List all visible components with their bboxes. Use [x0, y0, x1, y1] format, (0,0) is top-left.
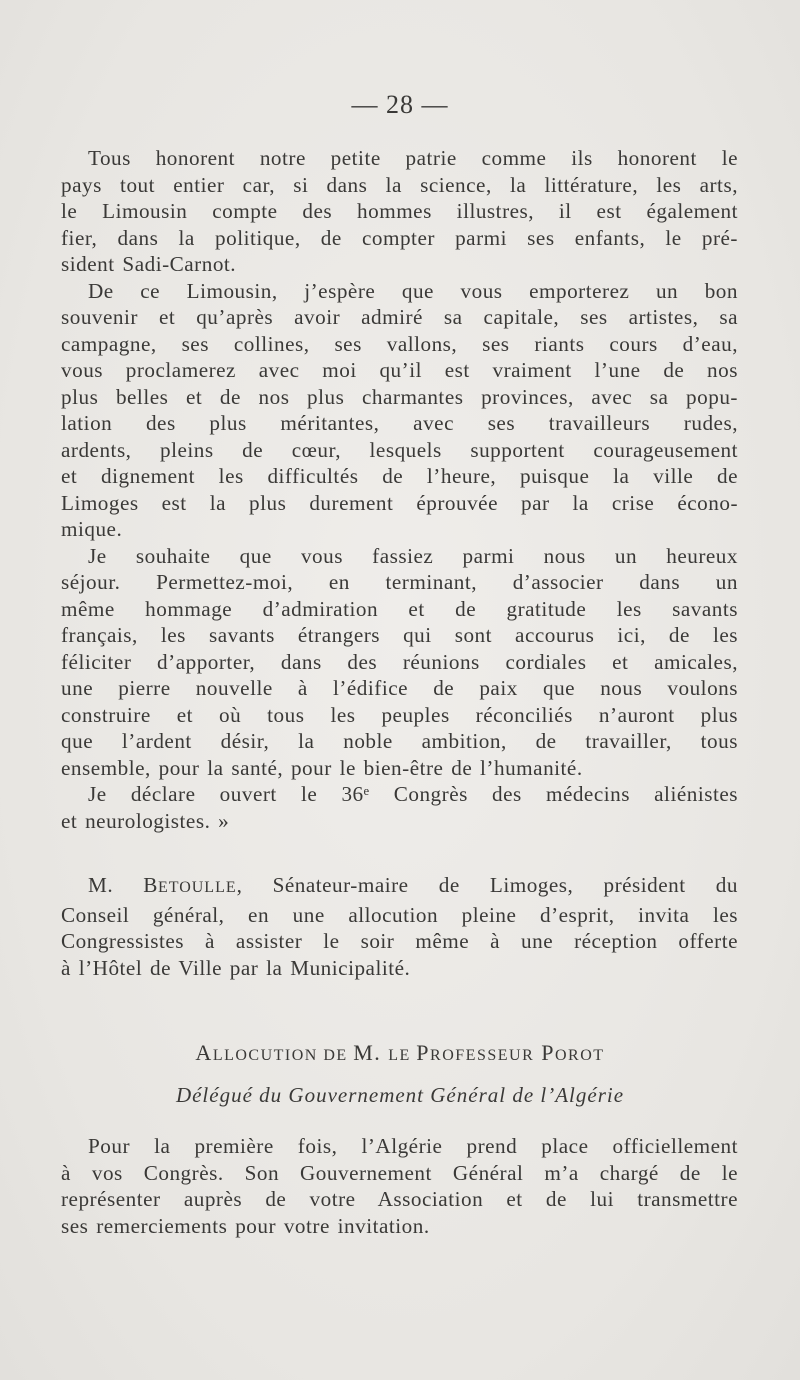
text-line: Je déclare ouvert le 36ᵉ Congrès des médecins aliénistes: [88, 782, 738, 806]
text-line: Congressistes à assister le soir même à une réception offerte: [61, 929, 738, 953]
paragraph: [61, 278, 738, 543]
text-line: fier, dans la politique, de compter parmi ses enfants, le pré-: [61, 225, 738, 250]
text-line: à l’Hôtel de Ville par la Municipalité.: [61, 955, 411, 980]
text-line: ensemble, pour la santé, pour le bien-être de l’humanité.: [61, 755, 583, 780]
speaker-line-rest: , Sénateur-maire de Limoges, président du: [236, 873, 738, 897]
text-line: construire et où tous les peuples réconciliés n’auront plus: [61, 702, 738, 727]
speaker-prefix: M.: [88, 873, 144, 897]
porot-paragraph: [61, 1133, 738, 1239]
text-line: pays tout entier car, si dans la science, la littérature, les arts,: [61, 172, 738, 197]
text-line: Conseil général, en une allocution pleine d’esprit, invita les: [61, 902, 738, 927]
text-line: français, les savants étrangers qui sont accourus ici, de les: [61, 623, 738, 647]
text-line: Je souhaite que vous fassiez parmi nous un heureux: [88, 543, 738, 568]
text-line: même hommage d’admiration et de gratitude les savants: [61, 596, 738, 621]
text-line: ses remerciements pour votre invitation.: [61, 1213, 430, 1238]
text-line: plus belles et de nos plus charmantes provinces, avec sa popu-: [61, 384, 738, 409]
paragraph: [61, 543, 738, 782]
text-line: vous proclamerez avec moi qu’il est vraiment l’une de nos: [61, 358, 738, 382]
section-heading: ALLOCUTION DE M. LE PROFESSEUR POROT: [195, 1040, 605, 1065]
text-line: ardents, pleins de cœur, lesquels supportent courageusement: [61, 437, 738, 462]
text-line: lation des plus méritantes, avec ses travailleurs rudes,: [61, 411, 738, 435]
paragraph: [61, 145, 738, 278]
text-line: le Limousin compte des hommes illustres, il est également: [61, 199, 738, 223]
text-line: [61, 872, 738, 902]
text-line: mique.: [61, 517, 123, 541]
page-number: — 28 —: [351, 90, 449, 119]
text-line: séjour. Permettez-moi, en terminant, d’associer dans un: [61, 570, 738, 594]
text-line: sident Sadi-Carnot.: [61, 252, 237, 276]
speaker-name-initial: B: [143, 873, 158, 897]
text-line: et dignement les difficultés de l’heure, puisque la ville de: [61, 464, 738, 488]
text-line: féliciter d’apporter, dans des réunions cordiales et amicales,: [61, 649, 738, 674]
text-line: et neurologistes. »: [61, 808, 230, 833]
betoulle-paragraph: [61, 872, 738, 981]
speaker-name-rest: ETOULLE: [157, 879, 237, 896]
paragraph: [61, 781, 738, 834]
text-line: représenter auprès de votre Association et de lui transmettre: [61, 1187, 738, 1211]
text-line: De ce Limousin, j’espère que vous emporterez un bon: [88, 278, 738, 303]
text-line: Pour la première fois, l’Algérie prend place officiellement: [88, 1134, 738, 1158]
text-line: Limoges est la plus durement éprouvée par la crise écono-: [61, 490, 738, 515]
text-line: souvenir et qu’après avoir admiré sa capitale, ses artistes, sa: [61, 305, 738, 329]
text-line: une pierre nouvelle à l’édifice de paix que nous voulons: [61, 676, 738, 700]
speech-text: [61, 145, 738, 834]
text-line: Tous honorent notre petite patrie comme ils honorent le: [88, 146, 738, 170]
text-line: que l’ardent désir, la noble ambition, de travailler, tous: [61, 729, 738, 753]
text-line: campagne, ses collines, ses vallons, ses riants cours d’eau,: [61, 331, 738, 356]
section-subheading: Délégué du Gouvernement Général de l’Algérie: [175, 1083, 625, 1107]
text-line: à vos Congrès. Son Gouvernement Général m’a chargé de le: [61, 1160, 738, 1185]
